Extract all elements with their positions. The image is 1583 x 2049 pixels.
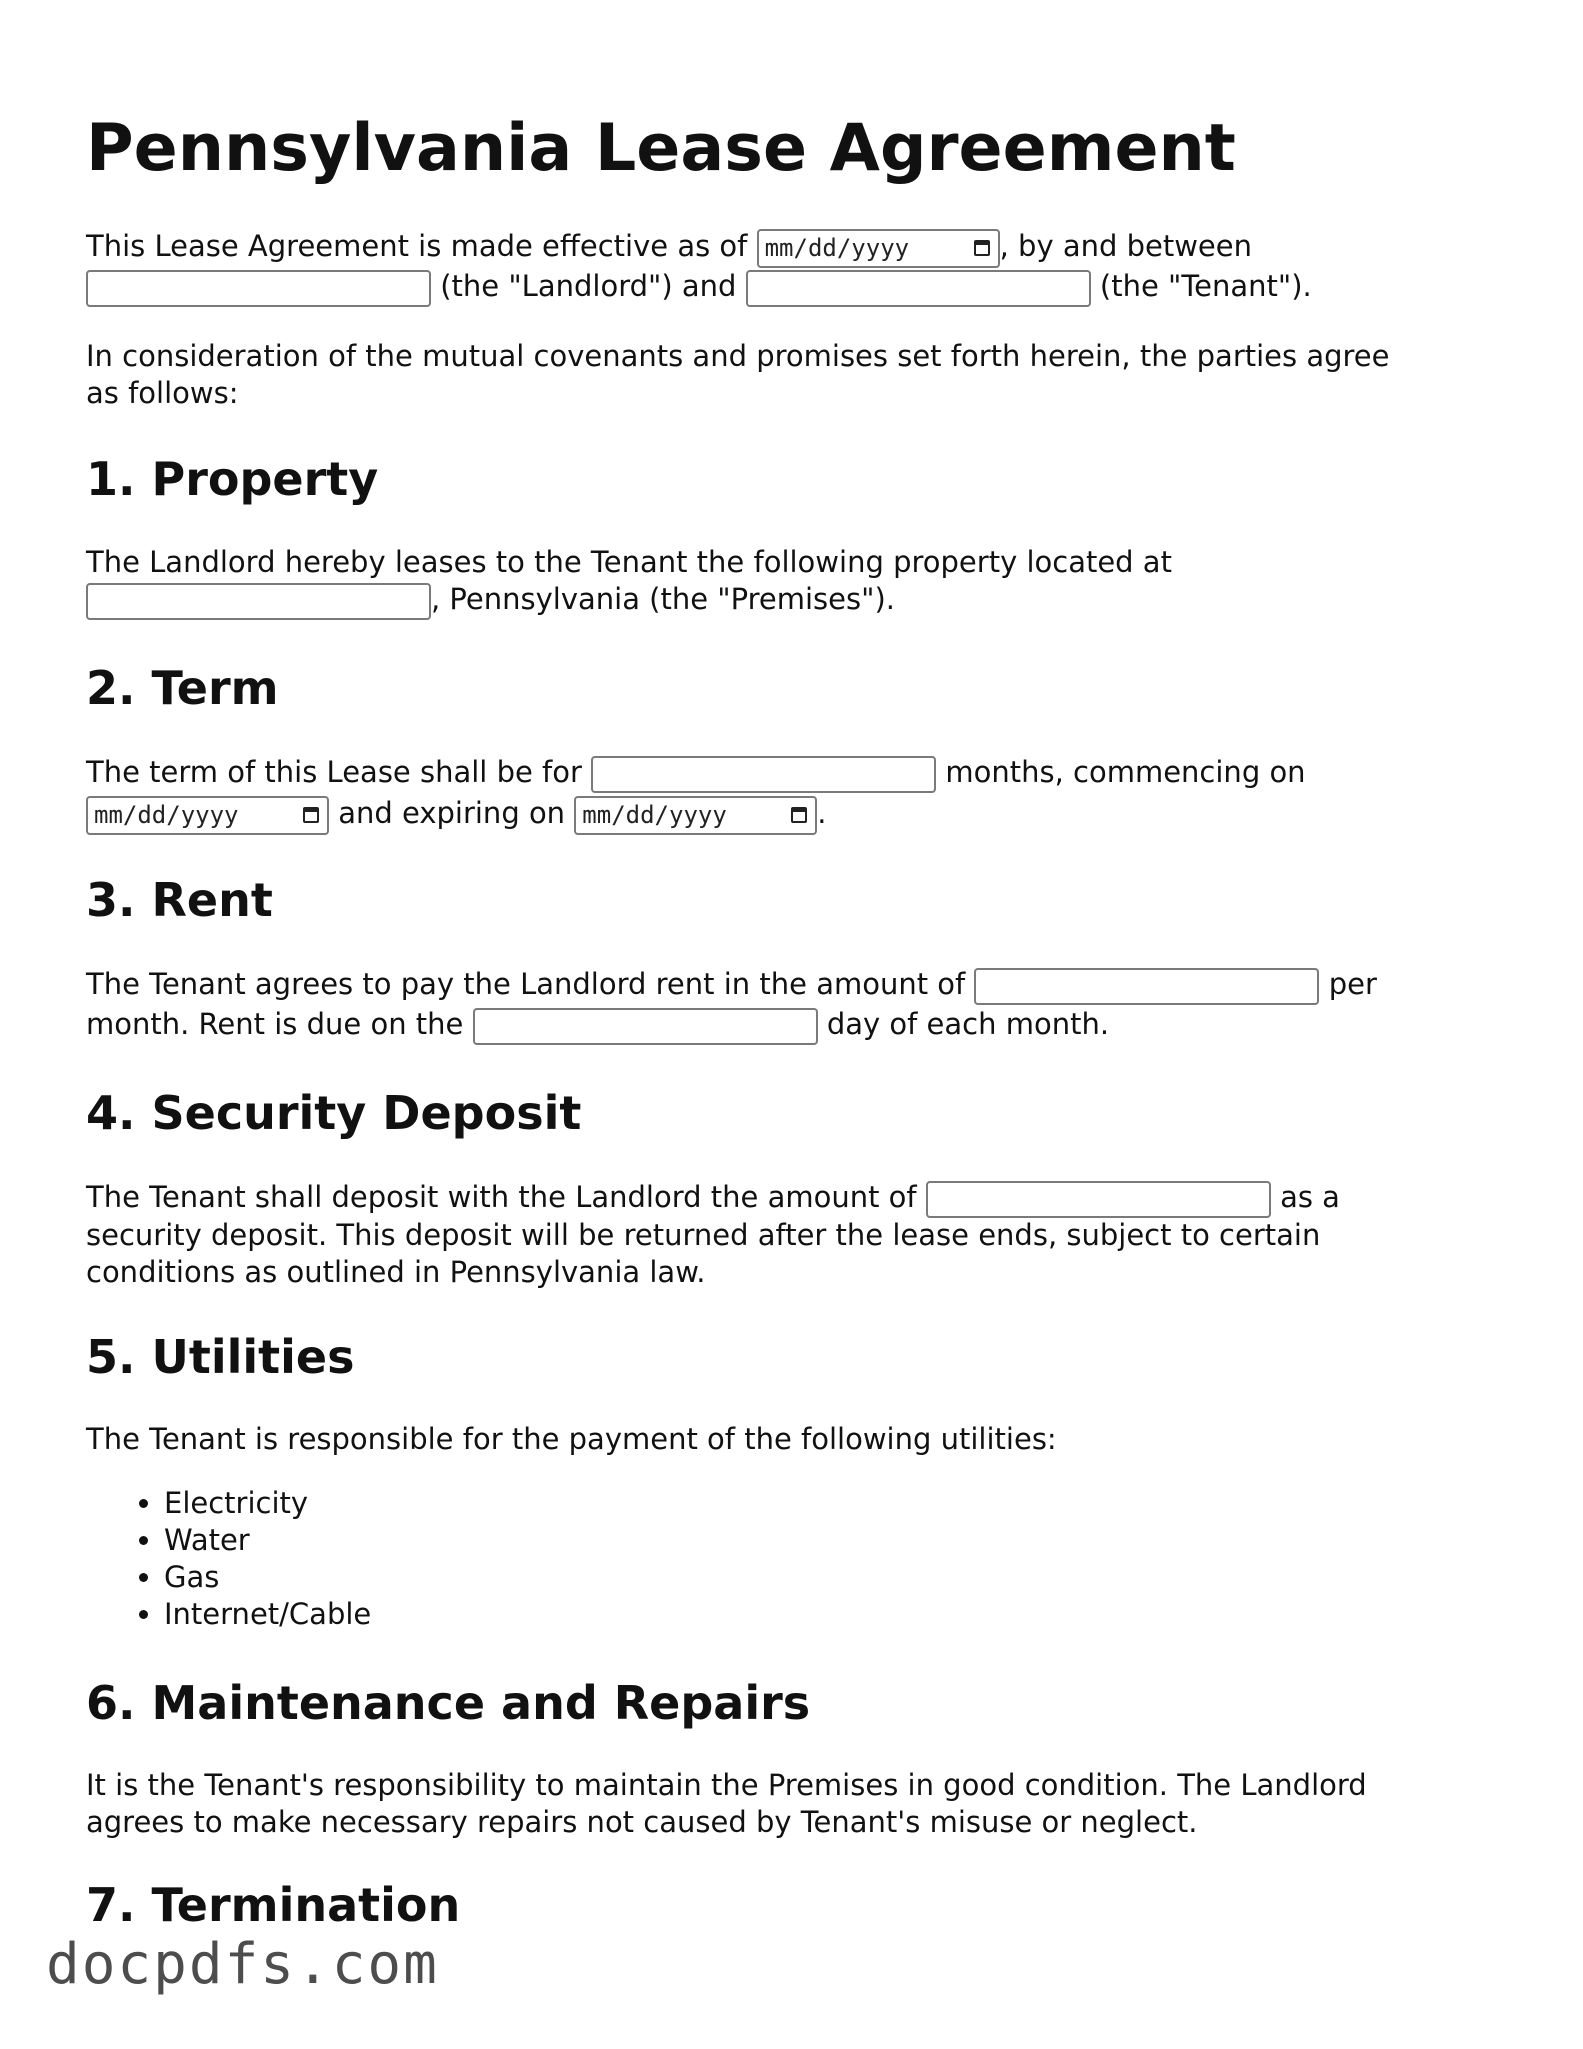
section-heading-utilities: 5. Utilities	[86, 1330, 355, 1384]
term-line-1: The term of this Lease shall be for months, commencing on	[86, 754, 1306, 793]
effective-date-input[interactable]: mm/dd/yyyy	[757, 229, 1000, 268]
landlord-name-input[interactable]	[86, 270, 431, 307]
term-line-2: mm/dd/yyyy and expiring on mm/dd/yyyy .	[86, 795, 827, 835]
list-item: • Internet/Cable	[164, 1596, 371, 1633]
deposit-line-1: The Tenant shall deposit with the Landlord the amount of as a	[86, 1179, 1340, 1218]
maintenance-line-1: It is the Tenant's responsibility to maintain the Premises in good condition. The Landlord	[86, 1768, 1367, 1802]
commencement-date-input[interactable]: mm/dd/yyyy	[86, 796, 329, 835]
section-heading-termination: 7. Termination	[86, 1878, 461, 1932]
calendar-icon[interactable]	[791, 807, 807, 823]
intro-line-2: (the "Landlord") and (the "Tenant").	[86, 268, 1312, 307]
section-heading-rent: 3. Rent	[86, 873, 273, 927]
property-line-1: The Landlord hereby leases to the Tenant the following property located at	[86, 545, 1172, 579]
property-line-2: , Pennsylvania (the "Premises").	[86, 581, 895, 620]
rent-amount-input[interactable]	[974, 968, 1319, 1005]
rent-line-1: The Tenant agrees to pay the Landlord rent in the amount of per	[86, 966, 1377, 1005]
expiration-date-input[interactable]: mm/dd/yyyy	[574, 796, 817, 835]
list-item: • Electricity	[164, 1485, 371, 1522]
section-heading-term: 2. Term	[86, 661, 279, 715]
rent-line-2: month. Rent is due on the day of each month.	[86, 1006, 1109, 1045]
calendar-icon[interactable]	[974, 240, 990, 256]
deposit-line-2: security deposit. This deposit will be returned after the lease ends, subject to certain	[86, 1218, 1321, 1252]
list-item: • Water	[164, 1522, 371, 1559]
list-item: • Gas	[164, 1559, 371, 1596]
intro-line-1: This Lease Agreement is made effective as of mm/dd/yyyy , by and between	[86, 228, 1252, 268]
maintenance-line-2: agrees to make necessary repairs not caused by Tenant's misuse or neglect.	[86, 1805, 1198, 1839]
section-heading-deposit: 4. Security Deposit	[86, 1086, 582, 1140]
rent-due-day-input[interactable]	[473, 1008, 818, 1045]
section-heading-maintenance: 6. Maintenance and Repairs	[86, 1676, 811, 1730]
consideration-line-2: as follows:	[86, 376, 239, 410]
tenant-name-input[interactable]	[746, 270, 1091, 307]
deposit-amount-input[interactable]	[926, 1181, 1271, 1218]
calendar-icon[interactable]	[303, 807, 319, 823]
deposit-line-3: conditions as outlined in Pennsylvania law.	[86, 1255, 706, 1289]
property-address-input[interactable]	[86, 583, 431, 620]
watermark: docpdfs.com	[46, 1932, 439, 1997]
section-heading-property: 1. Property	[86, 452, 379, 506]
utilities-intro: The Tenant is responsible for the payment of the following utilities:	[86, 1422, 1057, 1456]
consideration-line-1: In consideration of the mutual covenants and promises set forth herein, the parties agree	[86, 339, 1390, 373]
utilities-list	[86, 1485, 371, 1633]
intro-text: This Lease Agreement is made effective as of	[86, 229, 757, 263]
term-months-input[interactable]	[591, 756, 936, 793]
page-title: Pennsylvania Lease Agreement	[86, 111, 1236, 186]
